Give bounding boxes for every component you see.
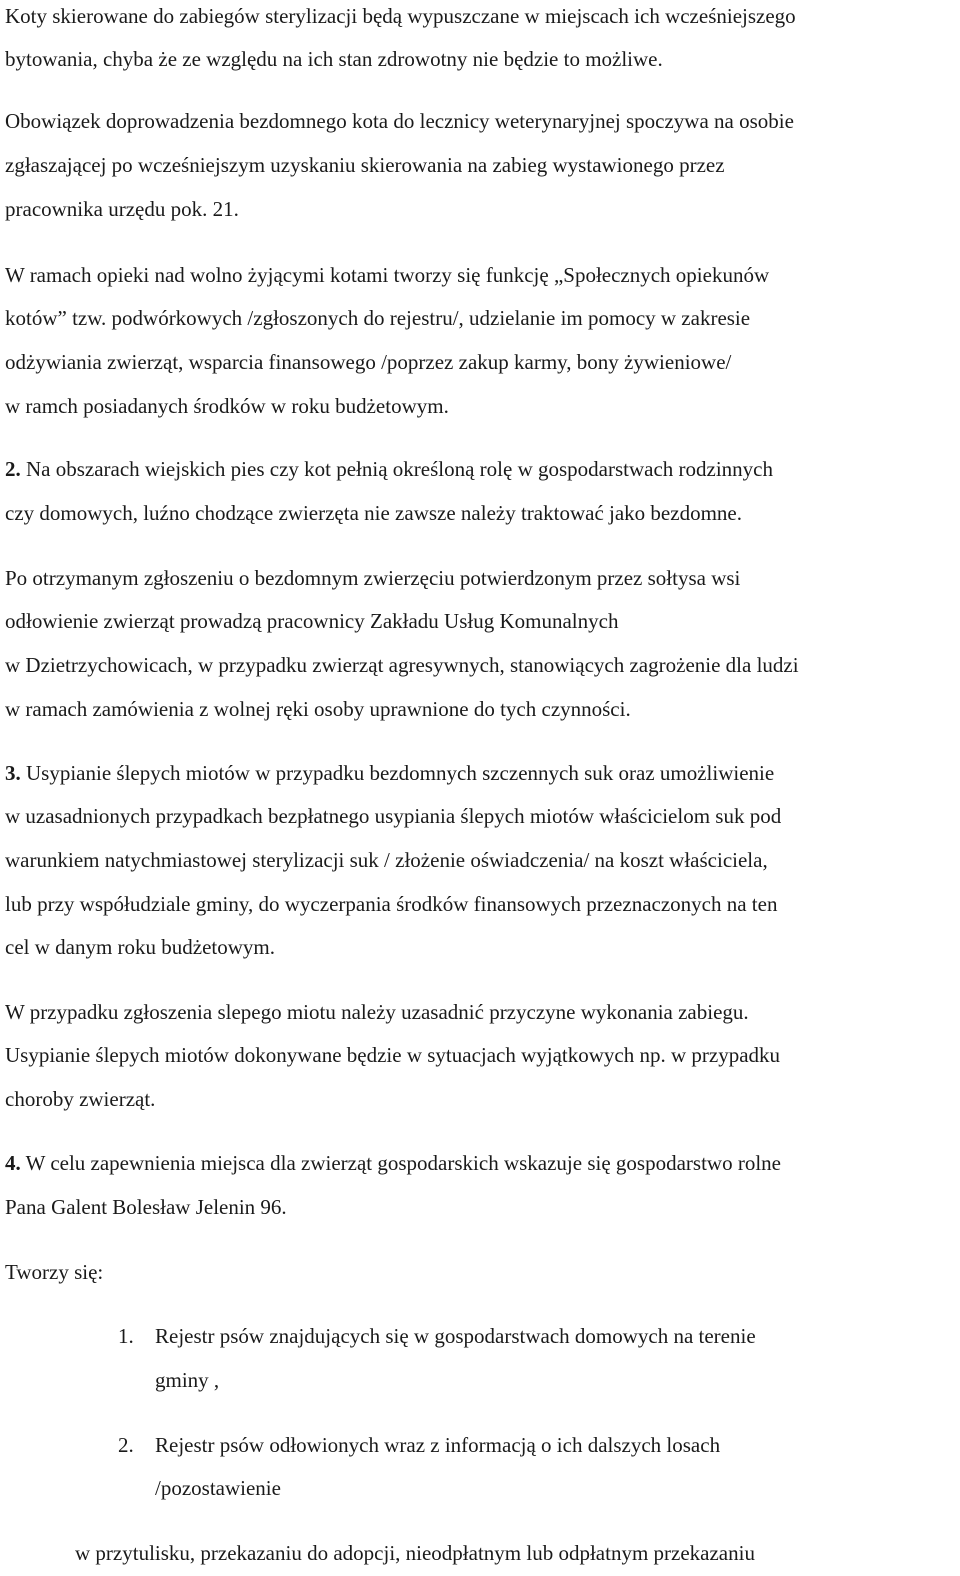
section-number: 2. (5, 457, 21, 481)
paragraph-line: Pana Galent Bolesław Jelenin 96. (5, 1195, 287, 1219)
paragraph-text: Usypianie ślepych miotów w przypadku bezdomnych szczennych suk oraz umożliwienie (26, 761, 775, 785)
paragraph-line: warunkiem natychmiastowej sterylizacji suk / złożenie oświadczenia/ na koszt właściciela, (5, 848, 768, 872)
paragraph-line: choroby zwierząt. (5, 1087, 156, 1111)
paragraph-line: Po otrzymanym zgłoszeniu o bezdomnym zwierzęciu potwierdzonym przez sołtysa wsi (5, 566, 741, 590)
paragraph-line: czy domowych, luźno chodzące zwierzęta nie zawsze należy traktować jako bezdomne. (5, 501, 742, 525)
list-item-text: /pozostawienie (155, 1476, 281, 1500)
paragraph-line: zgłaszającej po wcześniejszym uzyskaniu skierowania na zabieg wystawionego przez (5, 153, 725, 177)
list-item-number: 2. (118, 1433, 134, 1457)
paragraph-line: bytowania, chyba że ze względu na ich stan zdrowotny nie będzie to możliwe. (5, 47, 663, 71)
paragraph-line: w uzasadnionych przypadkach bezpłatnego usypiania ślepych miotów właścicielom suk pod (5, 804, 782, 828)
paragraph-line: lub przy współudziale gminy, do wyczerpania środków finansowych przeznaczonych na ten (5, 892, 778, 916)
numbered-paragraph (5, 448, 773, 492)
section-number: 3. (5, 761, 21, 785)
section-number: 4. (5, 1151, 21, 1175)
paragraph-line: Koty skierowane do zabiegów sterylizacji będą wypuszczane w miejscach ich wcześniejszego (5, 4, 796, 28)
numbered-paragraph (5, 752, 774, 796)
paragraph-text: W celu zapewnienia miejsca dla zwierząt gospodarskich wskazuje się gospodarstwo rolne (25, 1151, 781, 1175)
paragraph-line: cel w danym roku budżetowym. (5, 935, 276, 959)
paragraph-line: W przypadku zgłoszenia slepego miotu należy uzasadnić przyczyne wykonania zabiegu. (5, 1000, 749, 1024)
numbered-paragraph (5, 1142, 781, 1186)
list-item-text: Rejestr psów odłowionych wraz z informacją o ich dalszych losach (155, 1433, 721, 1457)
list-item-text: gminy , (155, 1368, 220, 1392)
list-item-text: Rejestr psów znajdujących się w gospodarstwach domowych na terenie (155, 1324, 756, 1348)
paragraph-line: w ramch posiadanych środków w roku budżetowym. (5, 394, 449, 418)
paragraph-line: Obowiązek doprowadzenia bezdomnego kota do lecznicy weterynaryjnej spoczywa na osobie (5, 109, 794, 133)
paragraph-line: odżywiania zwierząt, wsparcia finansowego /poprzez zakup karmy, bony żywieniowe/ (5, 350, 732, 374)
paragraph-text: Na obszarach wiejskich pies czy kot pełnią określoną rolę w gospodarstwach rodzinnych (26, 457, 774, 481)
paragraph-line: Usypianie ślepych miotów dokonywane będzie w sytuacjach wyjątkowych np. w przypadku (5, 1043, 781, 1067)
paragraph-line: w przytulisku, przekazaniu do adopcji, nieodpłatnym lub odpłatnym przekazaniu (75, 1541, 755, 1565)
paragraph-line: odłowienie zwierząt prowadzą pracownicy Zakładu Usług Komunalnych (5, 609, 619, 633)
paragraph-line: W ramach opieki nad wolno żyjącymi kotami tworzy się funkcję „Społecznych opiekunów (5, 263, 770, 287)
paragraph-line: w ramach zamówienia z wolnej ręki osoby uprawnione do tych czynności. (5, 697, 631, 721)
paragraph-line: kotów” tzw. podwórkowych /zgłoszonych do rejestru/, udzielanie im pomocy w zakresie (5, 306, 751, 330)
paragraph-line: w Dzietrzychowicach, w przypadku zwierząt agresywnych, stanowiących zagrożenie dla ludzi (5, 653, 799, 677)
list-item-number: 1. (118, 1324, 134, 1348)
paragraph-line: pracownika urzędu pok. 21. (5, 197, 239, 221)
paragraph-line: Tworzy się: (5, 1260, 104, 1284)
